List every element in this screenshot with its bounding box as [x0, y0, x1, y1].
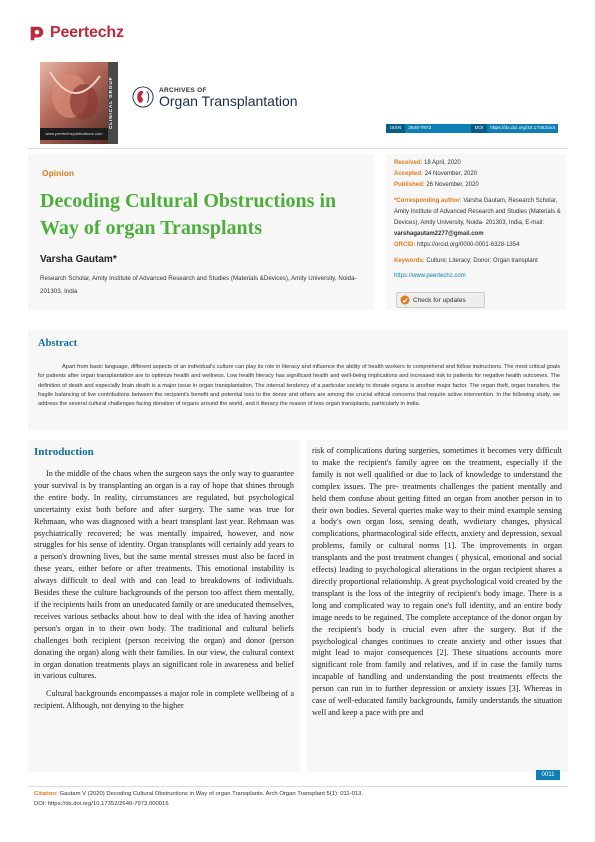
- website-block: [394, 271, 562, 282]
- doi-line[interactable]: DOI: https://dx.doi.org/10.17352/2640-7973.000016: [34, 800, 169, 807]
- received-label: Received:: [394, 160, 423, 166]
- keywords-label: Keywords:: [394, 258, 425, 264]
- corresponding-text: Varsha Gautam, Research Scholar, Amity Institute of Advanced Research and Studies (Materials & Devices), Amity University, Noida- 201303, India, E-mail:: [394, 198, 561, 226]
- right-paragraph: risk of complications during surgeries, sometimes it becomes very difficult to make the recipient's family agree on the treatment, especially if the family is not well qualified or due to lack of knowledge to understand the complex issues. The pre- treatments challenges the patient mentally and held them confuse about getting fitted an organ from another person in to their own bodies. Several queries make way to their mind example sensing a body's own organ loss, sensing death, wvdietary changes, physical complications, pharmacological side effects, anxiety and depression, sexual problems, family or cultural norms [1]. The improvements in organ transplants and the post treatment changes ( physical, emotional and social effects) leading to psychological alterations in the organ recipient shares a directly proportional relationship. A great psychological void created by the transplant is the loss of the integrity of recipient's body image. There is a long and complicated way to regain one's full identity, and an entire body image needs to be regained. The complete acceptance of the donor organ by the recipient's body is crucial even after the surgery. But if the psychological changes continues to create anxiety and other issues that might lead to major consequences [2]. These situations accounts more significant role from family and relatives, and if in case the family turns incapable of handling and understanding the post treatments effects the person can run in to further depression or anxiety issues [3]. Whereas in case of well-educated family backgrounds, family understands the situation well and keep a pace with pre and: [312, 446, 562, 717]
- publisher-name: Peertechz: [50, 24, 124, 41]
- abstract-text: Apart from basic language, different aspects of an individual's culture can play its role in literacy and influence the ability of health workers to comprehend and follow instructions. The most critical goals for patients after organ transplantation are to optimize health and wellness. Low health literacy has significant health and well-being implications and increased risk to patients for negative health outcomes. The definition of death and especially brain death is a major issue in organ transplantation. The internal tendency of a particular society to donate organs is another major factor. The organ theft, organ transfers, the fragile balancing of live contributions between the recipient's benefit and potential loss to the donor and others are among the crucial ethical concerns that require active intervention. In the following study, we address the several cultural challenges facing donation of organs around the world, and it literacy the reason of less organ transplants, particularly in India.: [38, 364, 560, 408]
- orcid-link[interactable]: https://orcid.org/0000-0001-6328-1354: [417, 242, 520, 248]
- peertechz-logo-icon: [28, 24, 46, 42]
- update-badge-icon: [400, 295, 410, 305]
- intro-paragraph-1: In the middle of the chaos when the surgeon says the only way to guarantee your survival is by transplanting an organ is a ray of hope that shines through the entire body. In reality, circumstances are regulated, but psychological uncertainty exist both before and after surgery. The same was true for Rehmaan, who was diagnosed with a heart transplant last year. Rehmaan was psychiatrically recovered; he was mentally impaired, however, and now struggles for his sense of identity. Organ transplants will certainly add years to a person's drowning lives, but the same mental stresses must also be faced in these years, either before or after treatments. This emotional instability is always difficult to deal with and can lead to breakdowns of individuals. Besides these the culture backgrounds of the person too affect them mentally, if the recipients hails from an uneducated family or are uneducated themselves, receives various setbacks about how to deal with the idea of having another person's organ in to their own body. The traditional and cultural beliefs challenges both recipient (person receiving the organ) and donor (person donating the organ) along with their families. In our view, the cultural context in organ donation treatments plays an significant role in awareness and belief in various cultures.: [34, 469, 294, 681]
- issn-doi-bar: [386, 124, 558, 133]
- issn-value: 2640-7973: [408, 126, 432, 131]
- published-date: 26 November, 2020: [426, 182, 479, 188]
- website-link[interactable]: https://www.peertechz.com: [394, 273, 466, 279]
- issn-label: ISSN: [386, 124, 405, 133]
- citation-label: Citation:: [34, 791, 58, 797]
- introduction-heading: Introduction: [34, 446, 94, 458]
- author-affiliation: Research Scholar, Amity Institute of Advanced Research and Studies (Materials &Devices), Amity University, Noida- 201303, India: [40, 275, 357, 295]
- dates-block: [394, 158, 562, 191]
- intro-paragraph-2: Cultural backgrounds encompasses a major role in complete wellbeing of a recipient. Although, not denying to the higher: [34, 689, 294, 711]
- abstract-heading: Abstract: [38, 338, 78, 349]
- journal-title-small: ARCHIVES OF: [159, 86, 207, 94]
- header-divider: [28, 148, 568, 149]
- doi-link[interactable]: https://dx.doi.org/10.17352/aot: [490, 126, 555, 131]
- doi-label: DOI: [471, 124, 488, 133]
- corresponding-author-block: [394, 196, 562, 240]
- right-column-text: [312, 445, 562, 719]
- journal-title-big: Organ Transplantation: [159, 92, 298, 109]
- corresponding-label: *Corresponding author:: [394, 198, 462, 204]
- left-column-text: [34, 468, 294, 712]
- author-email[interactable]: varshagautam2277@gmail.com: [394, 231, 484, 237]
- keywords-text: Culture; Literacy; Donor; Organ transplant: [426, 258, 538, 264]
- orcid-label: ORCID:: [394, 242, 416, 248]
- footer-divider: [28, 786, 568, 787]
- author-name: Varsha Gautam*: [40, 254, 117, 265]
- article-title: Decoding Cultural Obstructions in Way of organ Transplants: [40, 190, 337, 239]
- cover-caption: www.peertechzpublications.com: [40, 128, 108, 140]
- publisher-logo[interactable]: [28, 24, 124, 42]
- orcid-block: [394, 240, 562, 251]
- kidney-organ-icon: [132, 86, 154, 108]
- published-label: Published:: [394, 182, 425, 188]
- check-for-updates-button[interactable]: [396, 292, 485, 308]
- citation-text: Gautam V (2020) Decoding Cultural Obstructions in Way of organ Transplants. Arch Organ Transplant 5(1): 011-013.: [59, 791, 364, 797]
- keywords-block: [394, 256, 562, 267]
- article-type: Opinion: [42, 168, 75, 178]
- accepted-date: 24 November, 2020: [424, 171, 478, 177]
- clinical-group-label: CLINICAL GROUP: [108, 62, 118, 144]
- journal-title-block: [132, 86, 298, 108]
- check-for-updates-label: Check for updates: [413, 296, 466, 304]
- accepted-label: Accepted:: [394, 171, 424, 177]
- received-date: 18 April, 2020: [424, 160, 461, 166]
- page-number: 0011: [536, 770, 560, 780]
- citation-block: [34, 790, 554, 809]
